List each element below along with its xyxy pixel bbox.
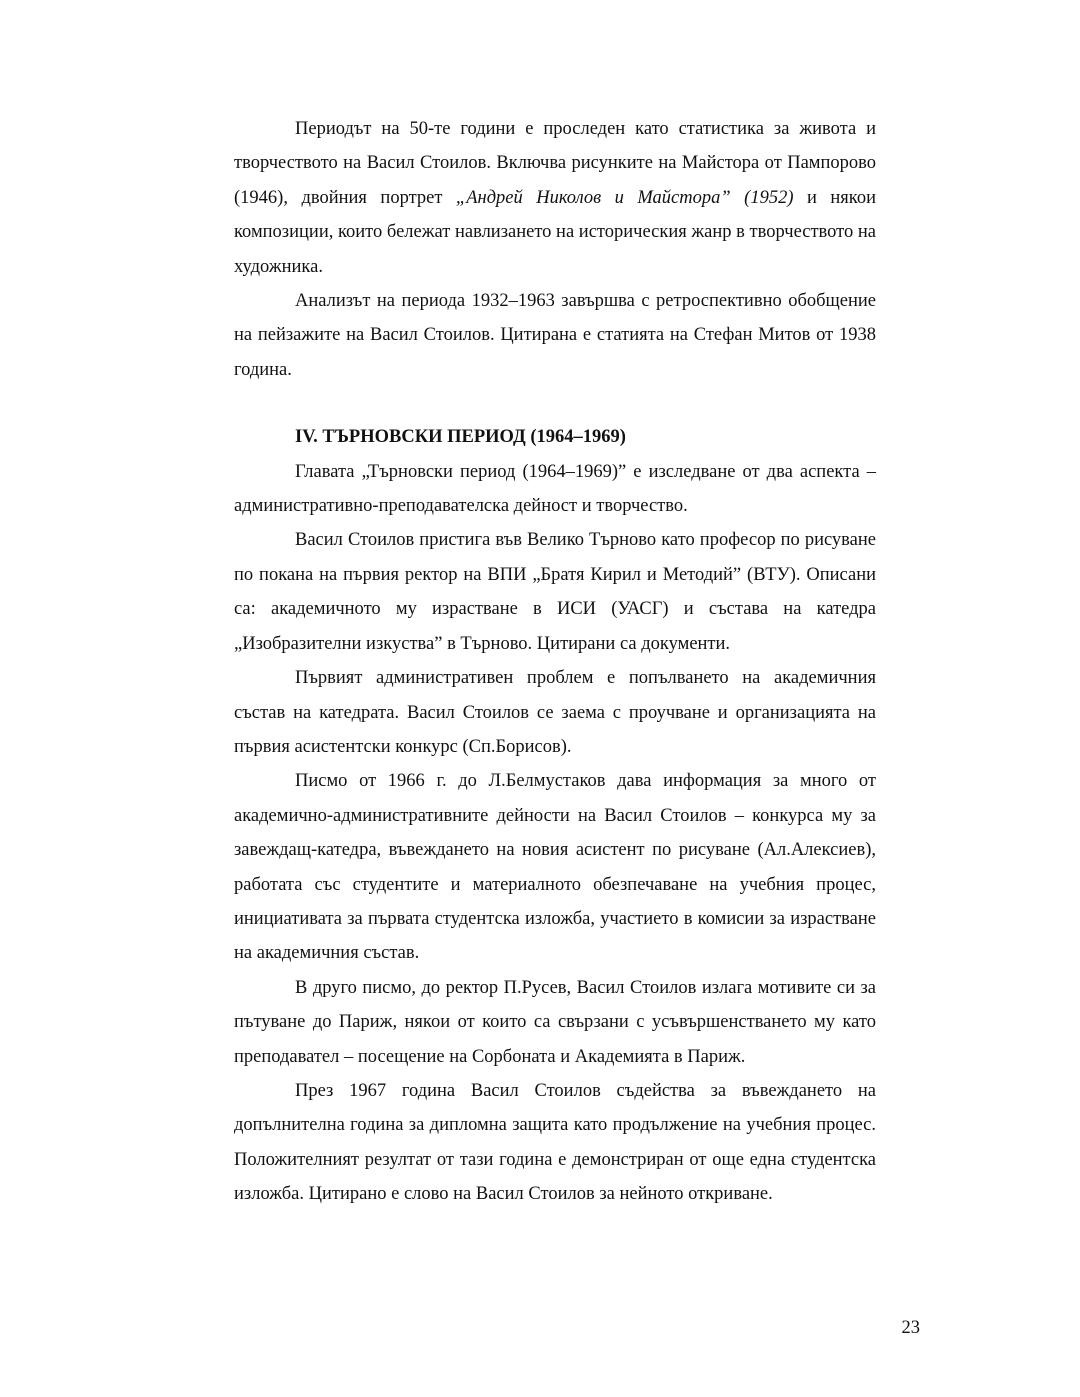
paragraph: В друго писмо, до ректор П.Русев, Васил Стоилов излага мотивите си за пътуване до Париж, някои от които са свързани с усъвършенстването му като преподавател – посещение на Сорбоната и Академията в Париж.	[234, 977, 876, 1067]
paragraph: Първият административен проблем е попълването на академичния състав на катедрата. Васил Стоилов се заема с проучване и организацията на първия асистентски конкурс (Сп.Борисов).	[234, 668, 876, 757]
paragraph: Писмо от 1966 г. до Л.Белмустаков дава информация за много от академично-административните дейности на Васил Стоилов – конкурса му за завеждащ-катедра, въвеждането на новия асистент по рисуване (Ал.Алексиев), работата със студентите и материалното обезпечаване на учебния процес, инициативата за първата студентска изложба, участието в комисии за израстване на академичния състав.	[234, 771, 876, 964]
paragraph: Васил Стоилов пристига във Велико Търново като професор по рисуване по покана на първия ректор на ВПИ „Братя Кирил и Методий” (ВТУ). Описани са: академичното му израстване в ИСИ (УАСГ) и състава на катедра „Изобразителни изкуства” в Търново. Цитирани са документи.	[234, 530, 876, 654]
section-heading: IV. ТЪРНОВСКИ ПЕРИОД (1964–1969)	[295, 427, 626, 448]
paragraph-analysis: Анализът на периода 1932–1963 завършва с ретроспективно обобщение на пейзажите на Васил Стоилов. Цитирана е статията на Стефан Митов от 1938 година.	[234, 291, 876, 380]
page-body	[234, 112, 876, 1212]
paragraph: През 1967 година Васил Стоилов съдейства за въвеждането на допълнителна година за дипломна защита като продължение на учебния процес. Положителният резултат от тази година е демонстриран от още една студентска изложба. Цитирано е слово на Васил Стоилов за нейното откриване.	[234, 1080, 876, 1205]
paragraph-text: Периодът на 50-те години е проследен като статистика за живота и творчеството на Васил Стоилов. Включва рисунките на Майстора от Пампорово (1946), двойния портрет	[234, 119, 876, 208]
paragraph-text: и някои композиции, които бележат навлизането на историческия жанр в творчеството на художника.	[234, 187, 876, 277]
paragraph-period-50s	[234, 112, 876, 284]
page-number: 23	[901, 1318, 920, 1338]
italic-title: „Андрей Николов и Майстора” (1952)	[455, 187, 794, 208]
paragraph: Главата „Търновски период (1964–1969)” е изследване от два аспекта – административно-преподавателска дейност и творчество.	[234, 461, 876, 517]
